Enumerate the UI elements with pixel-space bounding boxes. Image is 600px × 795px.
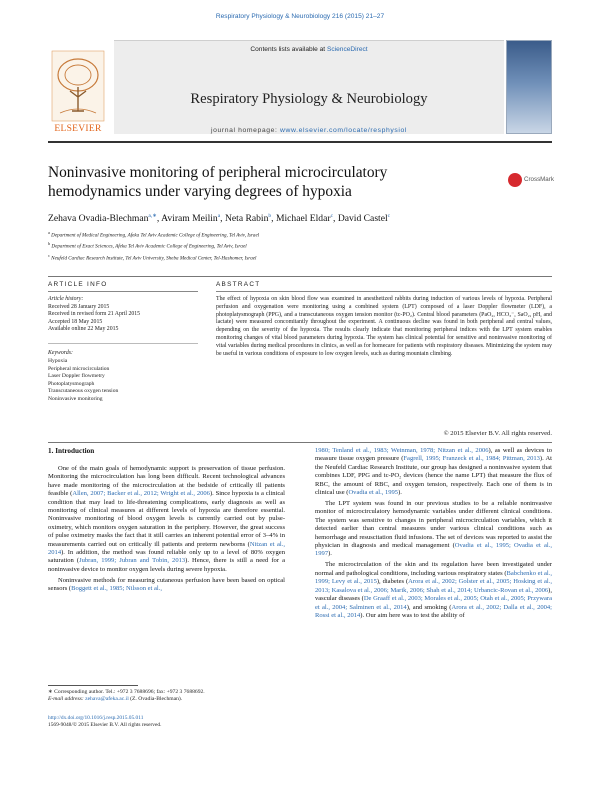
body-text: ), as well as devices to measure tissue oxygen pressure ( (315, 447, 552, 463)
author-name[interactable]: Michael Eldar (275, 213, 331, 225)
keyword-item: Noninvasive monitoring (48, 395, 103, 402)
contents-prefix: Contents lists available at (250, 46, 327, 53)
sciencedirect-link[interactable]: ScienceDirect (326, 46, 368, 53)
keyword-item: Laser Doppler flowmetry (48, 373, 105, 379)
intro-paragraph (315, 447, 552, 497)
intro-paragraph (315, 500, 552, 559)
body-text: ), diabetes ( (376, 578, 409, 586)
citation-link[interactable]: Babchenko et al., 1999; Levy et al., 2015 (315, 569, 552, 586)
corresponding-line: ∗ Corresponding author. Tel.: +972 3 7688696; fax: +972 3 7688692. (48, 689, 205, 695)
keywords-divider (48, 343, 198, 344)
abstract-heading: ABSTRACT (216, 281, 261, 288)
doi-link[interactable]: http://dx.doi.org/10.1016/j.resp.2015.05.011 (48, 715, 144, 721)
author-sup[interactable]: b (268, 213, 272, 219)
citation-link[interactable]: Allen, 2007; Backer et al., 2012; Wright et al., 2006 (72, 490, 210, 498)
citation-link[interactable]: 1980; Tenland et al., 1983; Weinman, 1978; Nitzan et al., 2006 (315, 447, 489, 454)
citation-link[interactable]: Arora et al., 2002; Dalla et al., 2004; Rossi et al., 2014 (315, 603, 552, 619)
crossmark-icon (508, 173, 522, 187)
body-text: ), vascular diseases ( (315, 586, 552, 603)
article-info-heading: ARTICLE INFO (48, 281, 108, 288)
body-text: The LPT system was found in our previous studies to be a reliable noninvasive monitor of microcirculatory hemodynamic variables under different clinical conditions. The system was sensitive to changes in peripheral microcirculation variables, which it detected earlier than central measures under various clinical conditions such as hemorrhage and resuscitation fluid infusions. The set of devices was reported to assist the physician in diagnosis and medical management ( (315, 500, 552, 550)
body-text: ). (328, 550, 332, 558)
citation-link[interactable]: De Graaff et al., 2003; Morales et al., 2005; Otah et al., 2005; Przywara et al., 2004; Salminen et al., 2014 (315, 595, 553, 611)
affiliation-divider (48, 276, 552, 277)
keywords-label: Keywords: (48, 350, 73, 356)
citation-link[interactable]: Ovadia et al., 1995; Ovadia et al., 1997 (315, 542, 552, 558)
citation-link[interactable]: Nitzan et al., 2014 (48, 540, 285, 557)
citation-link[interactable]: Arora et al., 2002; Golster et al., 2005; Hosking et al., 2013; Kasalova et al., 2006; Marik, 2006; Shah et al., 2014; Urbancic-Rovan et al., 2006 (315, 578, 552, 594)
keyword-item: Photoplatysmograph (48, 380, 95, 387)
affiliation-item: $^a$ Department of Medical Engineering, Afeka Tel Aviv Academic College of Engineering, Tel Aviv, Israel (48, 230, 260, 239)
body-text: ). In addition, the method was found reliable only up to a level of 80% oxygen saturation ( (48, 549, 285, 565)
intro-left-column (48, 465, 285, 596)
history-revised: Received in revised form 21 April 2015 (48, 311, 141, 318)
citation-link[interactable]: Jubran, 1999; Jubran and Tobin, 2013 (79, 557, 186, 565)
author-name[interactable]: David Castel (337, 213, 388, 225)
body-text: Noninvasive methods for measuring cutaneous perfusion have been based on optical sensors ( (48, 576, 285, 593)
author-sup[interactable]: c (387, 213, 391, 219)
citation-link[interactable]: Boggett et al., 1985; Nilsson et al., (71, 585, 163, 593)
body-text: ). (398, 489, 402, 497)
issn-line: 1569-9048/© 2015 Elsevier B.V. All rights reserved. (48, 722, 162, 729)
intro-paragraph (48, 465, 285, 574)
body-text: One of the main goals of hemodynamic support is preservation of tissue perfusion. Monitoring the microcirculation has long been difficult. Recent technological advances have made monitoring of the microcirculation at the bedside of critically ill patients feasible ( (48, 465, 285, 498)
author-sup[interactable]: a (217, 213, 221, 219)
elsevier-tree-logo (48, 42, 108, 132)
intro-paragraph (315, 561, 552, 620)
affiliation-item: $^b$ Department of Exact Sciences, Afeka Tel Aviv Academic College of Engineering, Tel Aviv, Israel (48, 241, 247, 250)
history-accepted: Accepted 18 May 2015 (48, 318, 103, 325)
author-name[interactable]: Zehava Ovadia-Blechman (48, 213, 149, 225)
journal-citation[interactable]: Respiratory Physiology & Neurobiology 216 (2015) 21–27 (215, 13, 385, 20)
author-name[interactable]: Aviram Meilin (161, 213, 218, 225)
journal-cover-image (506, 40, 552, 134)
author-list: Zehava Ovadia-Blechman$^{a,∗}$, Aviram Meilin$^a$, Neta Rabin$^b$, Michael Eldar$^c$, David Castel$^c$ (48, 213, 391, 225)
journal-masthead (48, 40, 552, 136)
journal-header-box (114, 40, 504, 134)
article-history (48, 296, 198, 334)
masthead-divider (48, 141, 552, 143)
citation-link[interactable]: Ovadia et al., 1995 (348, 489, 399, 497)
publisher-name: ELSEVIER (54, 124, 102, 134)
author-sup[interactable]: c (330, 213, 334, 219)
email-line: E-mail address: zehava@afeka.ac.il (Z. Ovadia-Blechman). (48, 696, 183, 703)
abstract-heading-rule (216, 291, 552, 292)
body-text: The microcirculation of the skin and its regulation have been investigated under normal and pathological conditions, including various respiratory states ( (315, 561, 552, 577)
journal-title: Respiratory Physiology & Neurobiology (190, 91, 428, 107)
keyword-item: Peripheral microcirculation (48, 365, 110, 372)
article-title: Noninvasive monitoring of peripheral microcirculatory hemodynamics under varying degrees of hypoxia (48, 164, 388, 200)
history-label: Article history: (48, 296, 84, 302)
intro-right-column (315, 447, 552, 623)
abstract-bottom-rule (48, 442, 552, 443)
affiliation-list (48, 229, 552, 263)
homepage-prefix: journal homepage: (211, 127, 281, 134)
keyword-item: Transcutaneous oxygen tension (48, 388, 119, 394)
intro-paragraph (48, 577, 285, 594)
homepage-link[interactable]: www.elsevier.com/locate/resphysiol (280, 127, 407, 134)
body-text: ), and smoking ( (406, 603, 452, 611)
crossmark-badge[interactable] (508, 173, 554, 191)
doi-block (48, 715, 285, 729)
history-online: Available online 22 May 2015 (48, 326, 119, 333)
footnote-divider (48, 685, 138, 686)
history-received: Received 28 January 2015 (48, 303, 110, 310)
info-heading-rule (48, 291, 198, 292)
keyword-list (48, 358, 198, 403)
crossmark-label: CrossMark (524, 176, 554, 183)
author-sup[interactable]: a,∗ (148, 213, 157, 219)
journal-homepage (114, 127, 504, 134)
author-name[interactable]: Neta Rabin (224, 213, 269, 225)
abstract-body: The effect of hypoxia on skin blood flow was examined in anesthetized rabbits during induction of various levels of hypoxia. Peripheral perfusion and oxygenation were monitoring using a combined system (LPT) composed of a laser Doppler flowmeter (LDF), a photoplatysmograph (PPG), and a transcutaneous oxygen tension monitor (tc-PO₂). Central blood parameters (PaO₂, HCO₃⁻, SaO₂, pH, and lactate) were measured concomitantly throughout the experiment. A continuous decline was found in both peripheral and central values, depending on the severity of the hypoxia. The results clearly indicate that monitoring peripheral indices with the LPT system enables monitoring changes of vital blood parameters during hypoxia. The system has clinical potential for sensitive and noninvasive monitoring of vital variables during medical procedures in clinics, as well as for homecare for patients with respiratory diseases. Minimizing the system may be useful in various conditions of exposure to low oxygen levels, such as during mountain climbing. (216, 296, 552, 357)
citation-link[interactable]: Fagrell, 1995; Franzeck et al., 1984; Pittman, 2013 (403, 455, 540, 463)
body-text: ). Since hypoxia is a clinical condition that may lead to life-threatening complications, early diagnosis as well as monitoring of clinical measures at different levels of hypoxia are therefore essential. Noninvasive monitoring of blood oxygen levels is currently carried out by pulse-oximetry, which monitors oxygen saturation in the periphery. However, the great success of pulse oximetry masks the fact that it still carries an inherent potential error of 3–4% in measurements carried out on critically ill patients and preterm newborns ( (48, 490, 285, 548)
affiliation-item: $^c$ Neufeld Cardiac Research Institute, Tel Aviv University, Sheba Medical Center, Tel-Hashomer, Israel (48, 252, 257, 262)
corresponding-author-note (48, 689, 285, 704)
section-heading-introduction: 1. Introduction (48, 447, 95, 455)
body-text: ). Our aim here was to test the ability of (360, 611, 465, 619)
contents-line (114, 46, 504, 53)
email-link[interactable]: zehava@afeka.ac.il (85, 696, 129, 703)
body-text: ). At the Neufeld Cardiac Research Institute, our group has designed a noninvasive system that combines LDF, PPG and tc-PO₂ devices (hence the name LPT) that measure the flux of RBC, the amount of RBC, and oxygen tension, respectively. Each one of them is in clinical use ( (315, 455, 553, 497)
keyword-item: Hypoxia (48, 358, 68, 364)
abstract-copyright: © 2015 Elsevier B.V. All rights reserved. (443, 430, 552, 437)
body-text: ). Hence, there is still a need for a noninvasive device to monitor oxygen levels during severe hypoxia. (48, 557, 285, 573)
